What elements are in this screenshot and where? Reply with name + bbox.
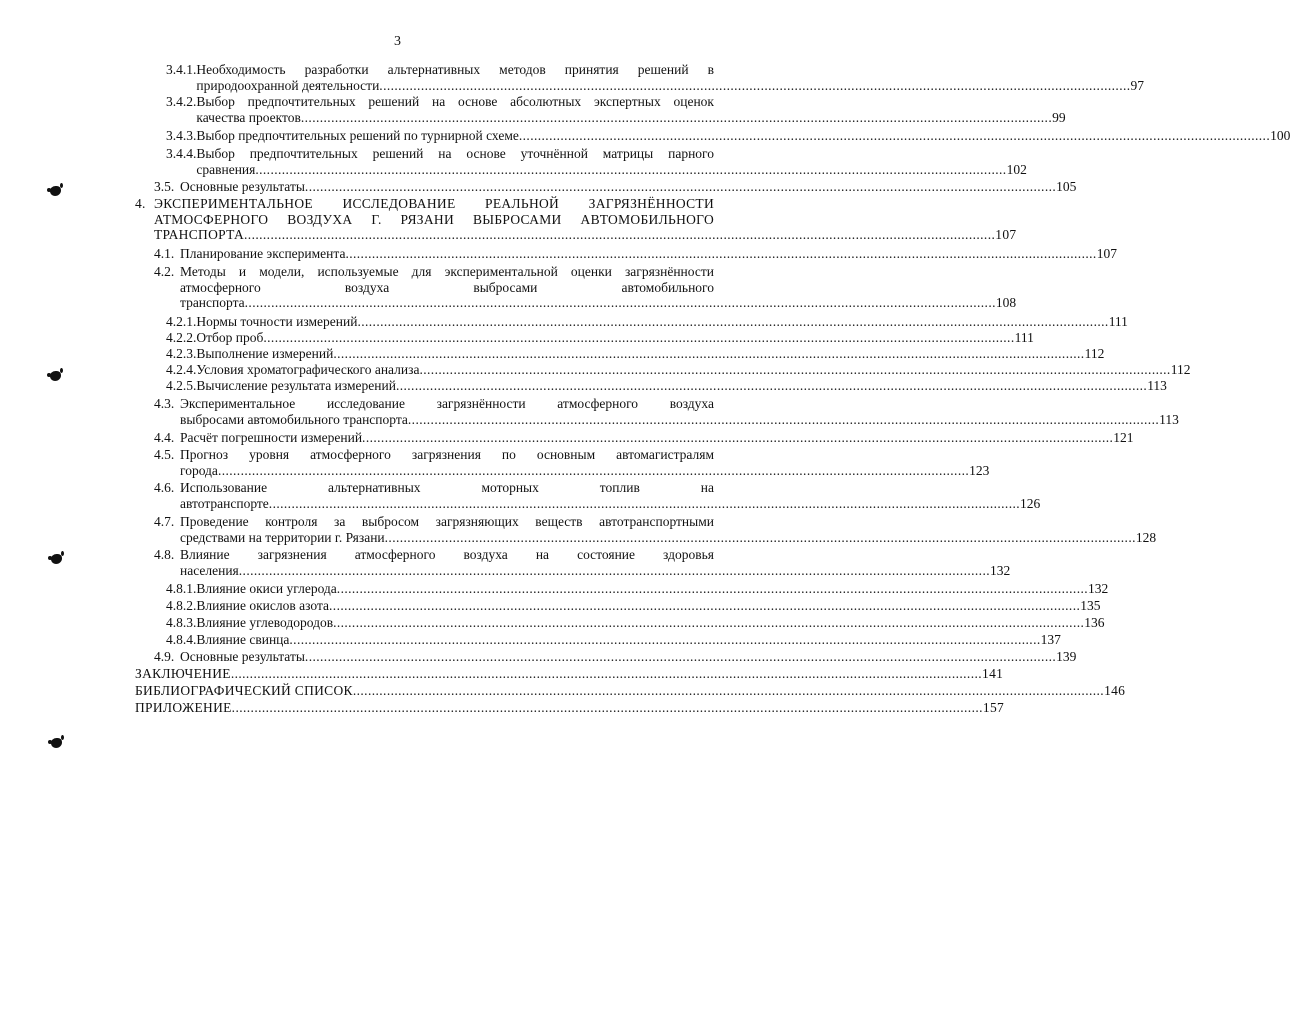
toc-page-number: 132: [990, 562, 1011, 578]
toc-entry-title: ЗАКЛЮЧЕНИЕ: [135, 666, 231, 681]
dot-leader: .......................................................................................................................................................................................................: [289, 632, 1041, 647]
toc-page-number: 112: [1170, 362, 1191, 377]
toc-entry-title: Основные результаты: [180, 649, 305, 664]
toc-entry-4-2-4[interactable]: [166, 362, 1191, 378]
toc-entry-chapter-4[interactable]: [135, 196, 1017, 243]
toc-entry-4-8-3[interactable]: [166, 615, 1105, 631]
toc-entry-4-3[interactable]: [154, 396, 1179, 427]
toc-entry-title-end: ТРАНСПОРТА: [154, 227, 245, 243]
toc-entry-number: 4.5.: [154, 447, 175, 462]
toc-entry-title-end: транспорта: [180, 295, 245, 311]
toc-entry-number: 4.: [135, 196, 146, 211]
toc-entry-title: Нормы точности измерений: [196, 314, 358, 329]
toc-entry-4-8-2[interactable]: [166, 598, 1101, 614]
toc-entry-number: 4.9.: [154, 649, 175, 664]
toc-entry-title: Выбор предпочтительных решений на основе абсолютных экспертных оценок: [196, 94, 714, 109]
dot-leader: .......................................................................................................................................................................................................: [407, 411, 1160, 427]
toc-entry-title-cont: атмосферного воздуха выбросами автомобильного: [180, 279, 714, 295]
toc-entry-title-end: населения: [180, 562, 239, 578]
toc-entry-4-8-1[interactable]: [166, 581, 1109, 597]
toc-entry-4-6[interactable]: [154, 480, 1041, 511]
toc-entry-title-end: автотранспорте: [180, 495, 269, 511]
toc-entry-title: Использование альтернативных моторных топлив на: [180, 480, 714, 495]
toc-entry-4-2-3[interactable]: [166, 346, 1105, 362]
toc-entry-4-5[interactable]: [154, 447, 990, 478]
toc-entry-number: 4.8.: [154, 547, 175, 562]
toc-entry-number: 4.2.4.: [166, 362, 197, 377]
toc-entry-title: БИБЛИОГРАФИЧЕСКИЙ СПИСОК: [135, 683, 353, 698]
toc-page-number: 123: [969, 462, 990, 478]
dot-leader: .......................................................................................................................................................................................................: [419, 362, 1171, 377]
toc-page-number: 113: [1147, 378, 1167, 393]
toc-page-number: 100: [1270, 128, 1290, 143]
toc-entry-number: 4.8.2.: [166, 598, 197, 613]
toc-entry-number: 4.2.5.: [166, 378, 197, 393]
dot-leader: .......................................................................................................................................................................................................: [336, 581, 1089, 596]
toc-entry-title: Прогноз уровня атмосферного загрязнения по основным автомагистралям: [180, 447, 714, 462]
toc-entry-number: 4.2.1.: [166, 314, 197, 329]
toc-page-number: 111: [1014, 330, 1034, 345]
toc-entry-title: Проведение контроля за выбросом загрязняющих веществ автотранспортными: [180, 514, 714, 529]
toc-entry-4-2-2[interactable]: [166, 330, 1034, 346]
dot-leader: .......................................................................................................................................................................................................: [231, 700, 983, 715]
toc-entry-number: 4.8.3.: [166, 615, 197, 630]
dot-leader: .......................................................................................................................................................................................................: [230, 666, 983, 681]
toc-entry-appendix[interactable]: [135, 700, 1005, 716]
toc-entry-title: Влияние свинца: [196, 632, 290, 647]
toc-entry-number: 4.4.: [154, 430, 175, 445]
scan-speck: [50, 371, 61, 381]
toc-entry-title: Влияние окислов азота: [196, 598, 330, 613]
dot-leader: .......................................................................................................................................................................................................: [217, 462, 970, 478]
toc-entry-title: Методы и модели, используемые для экспериментальной оценки загрязнённости: [180, 264, 714, 279]
toc-entry-4-8-4[interactable]: [166, 632, 1061, 648]
toc-entry-bibliography[interactable]: [135, 683, 1126, 699]
toc-entry-3-4-4[interactable]: [166, 146, 1027, 177]
dot-leader: .......................................................................................................................................................................................................: [244, 227, 996, 243]
toc-entry-title: Выбор предпочтительных решений на основе уточнённой матрицы парного: [196, 146, 714, 161]
scan-speck: [51, 738, 62, 748]
toc-entry-title: Экспериментальное исследование загрязнённости атмосферного воздуха: [180, 396, 714, 411]
toc-entry-number: 3.5.: [154, 179, 175, 194]
toc-entry-title: Расчёт погрешности измерений: [180, 430, 363, 445]
toc-entry-number: 4.2.: [154, 264, 175, 279]
toc-entry-number: 4.1.: [154, 246, 175, 261]
toc-entry-title: Влияние окиси углерода: [196, 581, 337, 596]
toc-entry-title-end: качества проектов: [196, 109, 301, 125]
toc-entry-title: Планирование эксперимента: [180, 246, 346, 261]
toc-entry-title: Необходимость разработки альтернативных методов принятия решений в: [196, 62, 714, 77]
toc-entry-4-2[interactable]: [154, 264, 1017, 311]
toc-entry-4-9[interactable]: [154, 649, 1077, 665]
toc-entry-title-end: природоохранной деятельности: [196, 77, 380, 93]
toc-entry-number: 4.6.: [154, 480, 175, 495]
toc-entry-4-2-1[interactable]: [166, 314, 1128, 330]
toc-entry-number: 4.2.2.: [166, 330, 197, 345]
toc-entry-title: Основные результаты: [180, 179, 305, 194]
toc-page-number: 128: [1135, 529, 1157, 545]
toc-page-number: 97: [1130, 77, 1145, 93]
toc-entry-title: Отбор проб: [196, 330, 264, 345]
toc-page-number: 136: [1084, 615, 1105, 630]
page-number: 3: [394, 34, 401, 49]
toc-entry-number: 4.3.: [154, 396, 175, 411]
toc-entry-number: 4.7.: [154, 514, 175, 529]
toc-entry-number: 3.4.4.: [166, 146, 197, 161]
toc-entry-title-cont: АТМОСФЕРНОГО ВОЗДУХА Г. РЯЗАНИ ВЫБРОСАМИ АВТОМОБИЛЬНОГО: [154, 211, 714, 227]
toc-entry-title-end: выбросами автомобильного транспорта: [180, 411, 408, 427]
dot-leader: .......................................................................................................................................................................................................: [362, 430, 1114, 445]
toc-entry-4-8[interactable]: [154, 547, 1011, 578]
dot-leader: .......................................................................................................................................................................................................: [333, 615, 1085, 630]
toc-page-number: 121: [1113, 430, 1134, 445]
toc-page-number: 113: [1159, 411, 1179, 427]
toc-entry-title: Влияние загрязнения атмосферного воздуха на состояние здоровья: [180, 547, 714, 562]
dot-leader: .......................................................................................................................................................................................................: [395, 378, 1148, 393]
toc-entry-title: Влияние углеводородов: [196, 615, 334, 630]
toc-entry-3-4-1[interactable]: [166, 62, 1145, 93]
dot-leader: .......................................................................................................................................................................................................: [255, 161, 1007, 177]
dot-leader: .......................................................................................................................................................................................................: [304, 179, 1057, 194]
dot-leader: .......................................................................................................................................................................................................: [263, 330, 1015, 345]
dot-leader: .......................................................................................................................................................................................................: [518, 128, 1271, 143]
toc-page-number: 105: [1056, 179, 1077, 194]
dot-leader: .......................................................................................................................................................................................................: [300, 109, 1053, 125]
toc-entry-4-4[interactable]: [154, 430, 1134, 446]
toc-entry-4-1[interactable]: [154, 246, 1117, 262]
toc-entry-title: ПРИЛОЖЕНИЕ: [135, 700, 232, 715]
dot-leader: .......................................................................................................................................................................................................: [379, 77, 1131, 93]
toc-entry-title: ЭКСПЕРИМЕНТАЛЬНОЕ ИССЛЕДОВАНИЕ РЕАЛЬНОЙ ЗАГРЯЗНЁННОСТИ: [154, 196, 714, 211]
dot-leader: .......................................................................................................................................................................................................: [384, 529, 1136, 545]
toc-entry-conclusion[interactable]: [135, 666, 1004, 682]
toc-entry-title: Вычисление результата измерений: [196, 378, 396, 393]
toc-page-number: 99: [1052, 109, 1066, 125]
toc-entry-4-7[interactable]: [154, 514, 1157, 545]
toc-entry-title: Выбор предпочтительных решений по турнирной схеме: [196, 128, 519, 143]
scan-speck: [50, 186, 61, 196]
toc-entry-title-end: города: [180, 462, 218, 478]
dot-leader: .......................................................................................................................................................................................................: [333, 346, 1085, 361]
toc-page-number: 139: [1056, 649, 1077, 664]
toc-page-number: 146: [1104, 683, 1126, 698]
toc-entry-number: 3.4.2.: [166, 94, 197, 109]
toc-page-number: 137: [1040, 632, 1061, 647]
toc-page-number: 141: [982, 666, 1004, 681]
dot-leader: .......................................................................................................................................................................................................: [329, 598, 1081, 613]
toc-page-number: 126: [1020, 495, 1041, 511]
dot-leader: .......................................................................................................................................................................................................: [357, 314, 1109, 329]
scan-speck: [51, 554, 62, 564]
toc-page-number: 135: [1080, 598, 1101, 613]
toc-entry-number: 3.4.3.: [166, 128, 197, 143]
toc-page-number: 102: [1006, 161, 1027, 177]
toc-entry-title: Выполнение измерений: [196, 346, 334, 361]
toc-entry-title-end: средствами на территории г. Рязани: [180, 529, 385, 545]
toc-page-number: 112: [1084, 346, 1105, 361]
toc-page-number: 107: [995, 227, 1017, 243]
toc-entry-title-end: сравнения: [196, 161, 256, 177]
dot-leader: .......................................................................................................................................................................................................: [352, 683, 1105, 698]
toc-page-number: 108: [995, 295, 1017, 311]
toc-page-number: 111: [1108, 314, 1128, 329]
toc-entry-3-4-3[interactable]: [166, 128, 1290, 144]
dot-leader: .......................................................................................................................................................................................................: [268, 495, 1021, 511]
toc-entry-number: 4.8.4.: [166, 632, 197, 647]
dot-leader: .......................................................................................................................................................................................................: [238, 562, 990, 578]
dot-leader: .......................................................................................................................................................................................................: [244, 295, 996, 311]
toc-entry-3-4-2[interactable]: [166, 94, 1066, 125]
toc-page-number: 107: [1096, 246, 1117, 261]
toc-entry-4-2-5[interactable]: [166, 378, 1167, 394]
dot-leader: .......................................................................................................................................................................................................: [345, 246, 1097, 261]
toc-entry-3-5[interactable]: [154, 179, 1077, 195]
toc-entry-number: 3.4.1.: [166, 62, 197, 77]
dot-leader: .......................................................................................................................................................................................................: [304, 649, 1057, 664]
toc-page-number: 132: [1088, 581, 1109, 596]
toc-entry-number: 4.2.3.: [166, 346, 197, 361]
toc-page-number: 157: [982, 700, 1005, 715]
toc-entry-number: 4.8.1.: [166, 581, 197, 596]
toc-entry-title: Условия хроматографического анализа: [196, 362, 420, 377]
